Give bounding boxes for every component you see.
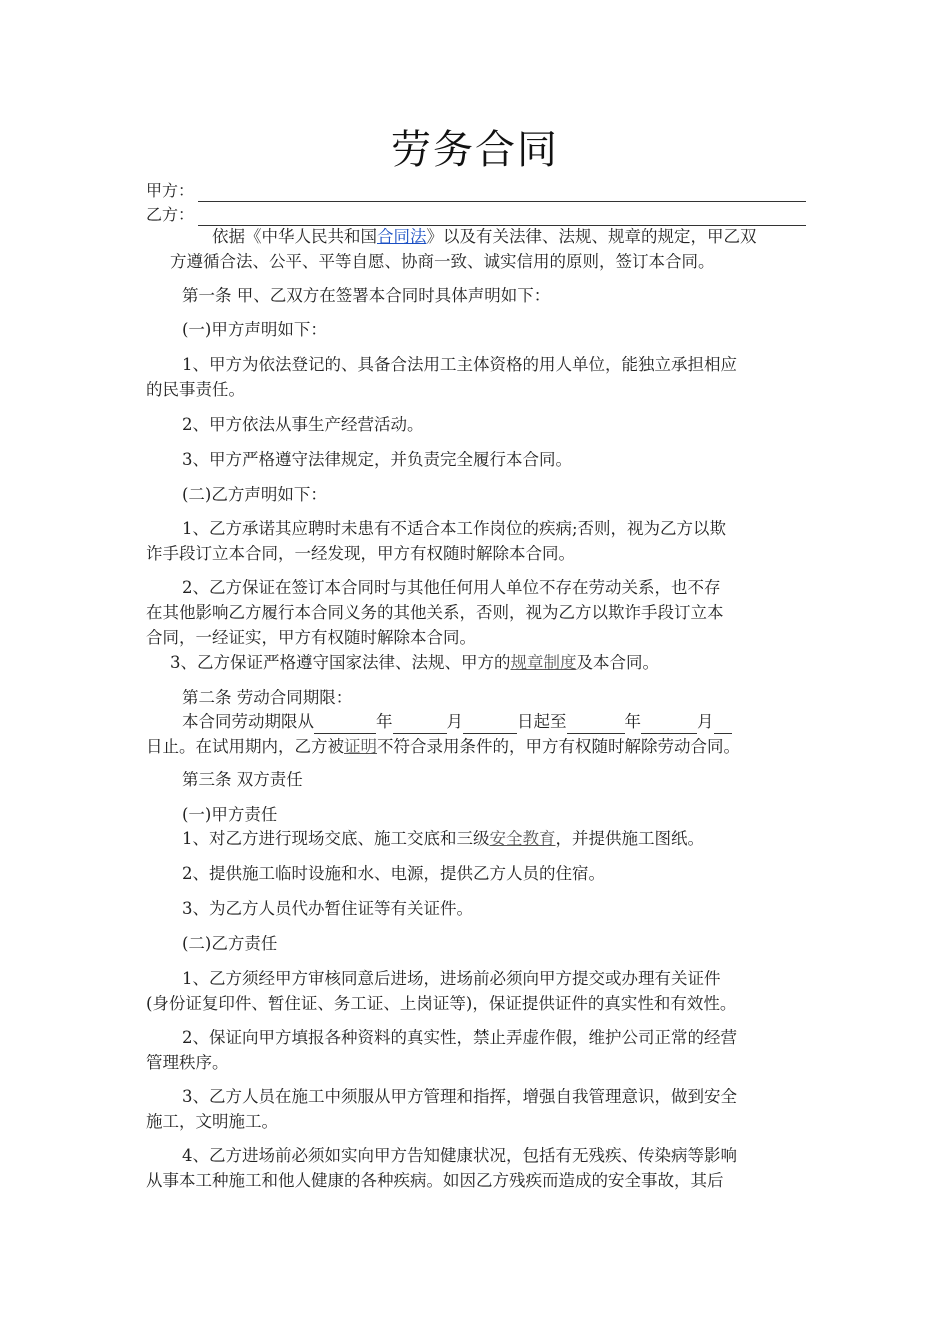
- start-year-blank[interactable]: [314, 715, 376, 734]
- art1-a2: 2、甲方依法从事生产经营活动。: [182, 415, 424, 434]
- document-title: 劳务合同: [391, 127, 559, 173]
- end-month-blank[interactable]: [641, 715, 697, 734]
- art3-heading: 第三条 双方责任: [182, 770, 303, 789]
- art1-a1: 1、甲方为依法登记的、具备合法用工主体资格的用人单位，能独立承担相应 的民事责任。: [146, 355, 737, 399]
- preamble: [146, 224, 810, 274]
- proof-link[interactable]: 证明: [344, 737, 377, 756]
- art1-b3: 3、乙方保证严格遵守国家法律、法规、甲方的规章制度及本合同。: [170, 653, 659, 672]
- preamble-line-1: 依据《中华人民共和国合同法》以及有关法律、法规、规章的规定，甲乙双: [212, 227, 757, 246]
- art3-b2: 2、保证向甲方填报各种资料的真实性，禁止弄虚作假，维护公司正常的经营 管理秩序。: [146, 1028, 737, 1072]
- art1-heading: 第一条 甲、乙双方在签署本合同时具体声明如下：: [182, 286, 551, 305]
- art1-a3: 3、甲方严格遵守法律规定，并负责完全履行本合同。: [182, 450, 572, 469]
- art3-b-heading: (二)乙方责任: [182, 934, 278, 953]
- contract-law-link[interactable]: 合同法: [377, 227, 427, 246]
- safety-education-link[interactable]: 安全教育: [489, 829, 556, 848]
- start-day-blank[interactable]: [463, 715, 517, 734]
- art3-a-heading: (一)甲方责任: [182, 805, 278, 824]
- art3-a1: 1、对乙方进行现场交底、施工交底和三级安全教育，并提供施工图纸。: [182, 829, 704, 848]
- art2-heading: 第二条 劳动合同期限：: [182, 688, 353, 707]
- art3-a2: 2、提供施工临时设施和水、电源，提供乙方人员的住宿。: [182, 864, 605, 883]
- preamble-line-2: 方遵循合法、公平、平等自愿、协商一致、诚实信用的原则，签订本合同。: [170, 252, 715, 271]
- rules-link[interactable]: 规章制度: [510, 653, 577, 672]
- end-day-blank[interactable]: [714, 715, 732, 734]
- party-a-label: 甲方：: [146, 181, 195, 200]
- art1-b2: 2、乙方保证在签订本合同时与其他任何用人单位不存在劳动关系，也不存 在其他影响乙方履行本合同义务的其他关系，否则，视为乙方以欺诈手段订立本 合同，一经证实，甲方有权随时解除本合同。: [146, 578, 724, 647]
- art1-b1: 1、乙方承诺其应聘时未患有不适合本工作岗位的疾病;否则，视为乙方以欺 诈手段订立本合同，一经发现，甲方有权随时解除本合同。: [146, 519, 727, 563]
- start-month-blank[interactable]: [393, 715, 447, 734]
- art1-b-heading: (二)乙方声明如下：: [182, 485, 327, 504]
- art3-b1: 1、乙方须经甲方审核同意后进场，进场前必须向甲方提交或办理有关证件 (身份证复印件、暂住证、务工证、上岗证等)，保证提供证件的真实性和有效性。: [146, 969, 737, 1013]
- end-year-blank[interactable]: [567, 715, 625, 734]
- party-b-field: [146, 200, 806, 226]
- art3-b3: 3、乙方人员在施工中须服从甲方管理和指挥，增强自我管理意识，做到安全 施工，文明施工。: [146, 1087, 737, 1131]
- art2-term: 本合同劳动期限从 年 月 日起至 年 月 日止。在试用期内，乙方被证明不符合录用条件的，甲方有权随时解除劳动合同。: [146, 712, 740, 756]
- art3-a3: 3、为乙方人员代办暂住证等有关证件。: [182, 899, 473, 918]
- art1-a-heading: (一)甲方声明如下：: [182, 320, 327, 339]
- party-b-label: 乙方：: [146, 205, 195, 224]
- art3-b4: 4、乙方进场前必须如实向甲方告知健康状况，包括有无残疾、传染病等影响 从事本工种施工和他人健康的各种疾病。如因乙方残疾而造成的安全事故，其后: [146, 1146, 737, 1190]
- party-a-field: [146, 176, 806, 202]
